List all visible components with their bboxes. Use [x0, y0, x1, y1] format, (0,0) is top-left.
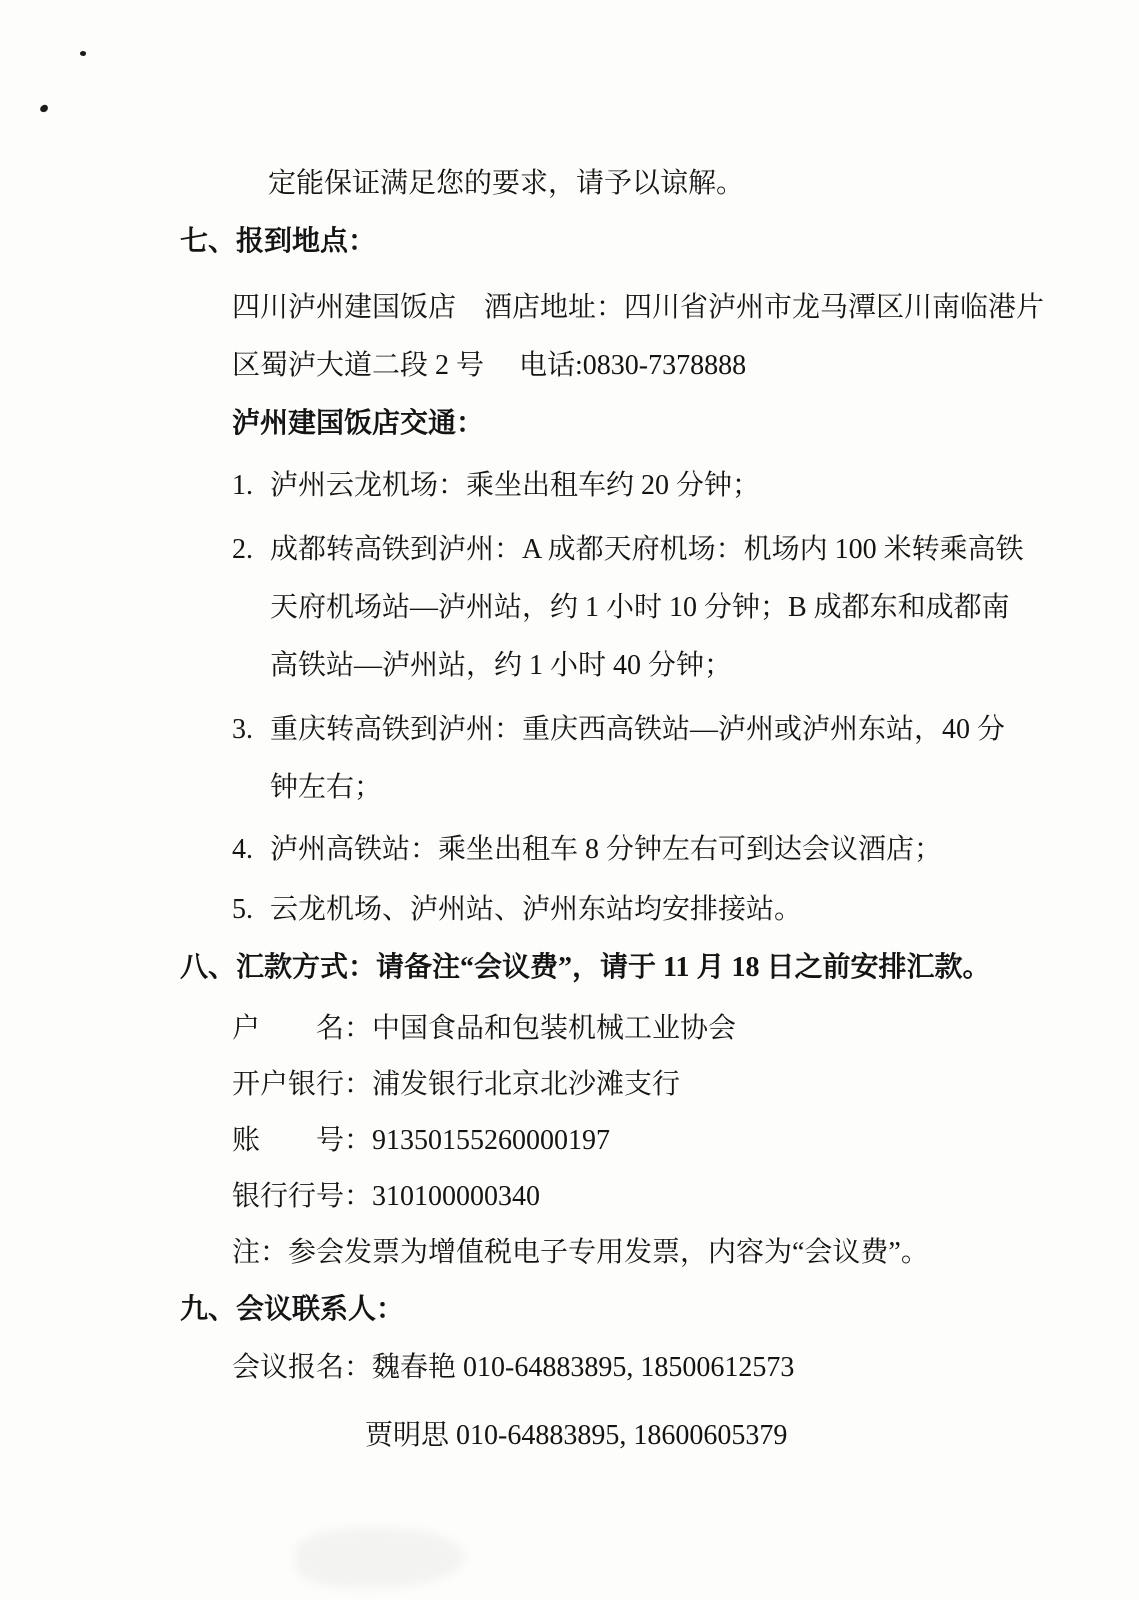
scan-stain: [295, 1528, 465, 1588]
transport-item-text: 泸州高铁站：乘坐出租车 8 分钟左右可到达会议酒店；: [270, 834, 943, 865]
transport-item-text: 泸州云龙机场：乘坐出租车约 20 分钟；: [270, 470, 761, 501]
hotel-address-line-2: 区蜀泸大道二段 2 号 电话:0830-7378888: [232, 350, 747, 381]
section-9-heading: 九、会议联系人：: [180, 1294, 405, 1325]
bank-details: [0, 1001, 1139, 1281]
transport-list: [232, 457, 1139, 939]
list-number: 4.: [232, 834, 253, 865]
hotel-address-line-1: 四川泸州建国饭店 酒店地址：四川省泸州市龙马潭区川南临港片: [232, 292, 1045, 323]
transport-item-text: 云龙机场、泸州站、泸州东站均安排接站。: [270, 894, 803, 925]
bank-account-number-row: 账 号：91350155260000197: [232, 1125, 611, 1156]
invoice-note-row: 注：参会发票为增值税电子专用发票，内容为“会议费”。: [232, 1237, 929, 1268]
contact-line-1: 会议报名：魏春艳 010-64883895, 18500612573: [232, 1352, 795, 1383]
transport-subheading: 泸州建国饭店交通：: [232, 408, 485, 439]
list-number: 3.: [232, 714, 253, 745]
list-number: 1.: [232, 470, 253, 501]
transport-item-text: 天府机场站—泸州站，约 1 小时 10 分钟；B 成都东和成都南: [270, 592, 1010, 623]
bank-branch-row: 开户银行：浦发银行北京北沙滩支行: [232, 1069, 681, 1100]
transport-item-text: 成都转高铁到泸州：A 成都天府机场：机场内 100 米转乘高铁: [270, 534, 1024, 565]
transport-item-text: 钟左右；: [270, 772, 383, 803]
transport-item-text: 重庆转高铁到泸州：重庆西高铁站—泸州或泸州东站，40 分: [270, 714, 1006, 745]
section-7-heading: 七、报到地点：: [180, 226, 377, 257]
section-8-heading: 八、汇款方式：请备注“会议费”，请于 11 月 18 日之前安排汇款。: [180, 952, 991, 983]
list-number: 5.: [232, 894, 253, 925]
transport-item-1: [232, 457, 1139, 515]
transport-item-text: 高铁站—泸州站，约 1 小时 40 分钟；: [270, 650, 733, 681]
transport-item-4: [232, 821, 1139, 879]
contact-line-2: 贾明思 010-64883895, 18600605379: [365, 1420, 788, 1451]
transport-item-3: [232, 701, 1139, 817]
transport-item-5: [232, 881, 1139, 939]
list-number: 2.: [232, 534, 253, 565]
intro-continuation-line: 定能保证满足您的要求，请予以谅解。: [268, 168, 745, 199]
bank-code-row: 银行行号：310100000340: [232, 1181, 541, 1212]
bank-account-name-row: 户 名：中国食品和包装机械工业协会: [232, 1013, 737, 1044]
transport-item-2: [232, 521, 1139, 695]
